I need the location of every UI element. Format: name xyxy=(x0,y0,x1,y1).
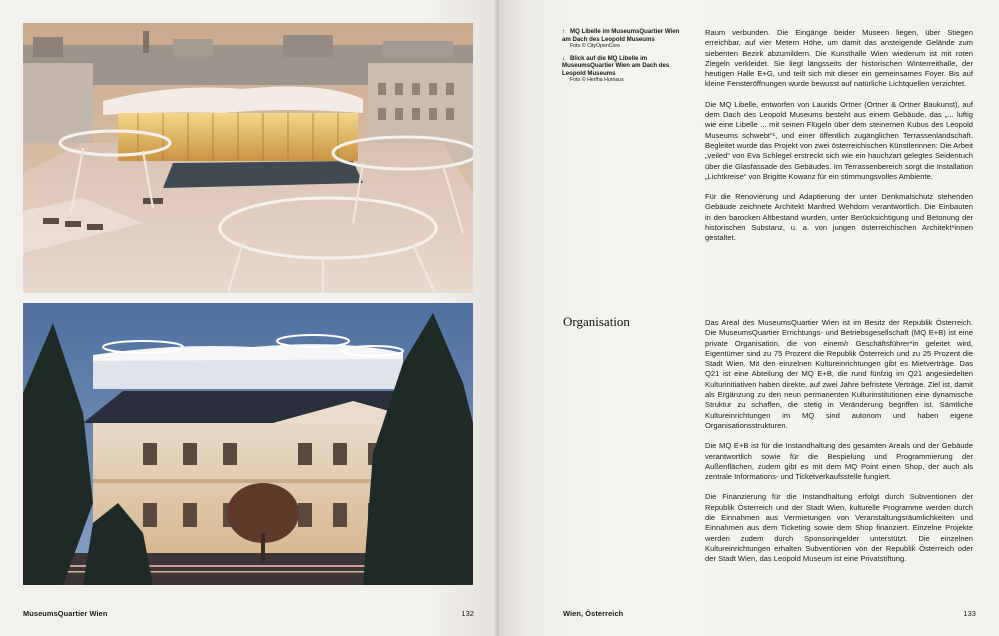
body-text-organisation xyxy=(705,318,973,575)
left-page xyxy=(0,0,499,636)
caption-credit: Foto © Hertha Hurnaus xyxy=(570,77,624,83)
photo-mq-libelle-night-view xyxy=(23,303,473,585)
body-paragraph: Raum verbunden. Die Eingänge beider Museen liegen, über Stiegen erreichbar, auf vier Metern Höhe, um damit das ansteigende Gelände zum siebenten Bezirk abzumildern. Die Kunsthalle Wien wiederum ist mit roten Ziegeln verkleidet. Sie liegt längsseits der historischen Winterreithalle, der heutigen Halle E+G, und teilt sich mit dieser ein gemeinsames Foyer. Bis auf kleine Fensteröffnungen wurde bewusst auf natürliche Lichtquellen verzichtet. xyxy=(705,28,973,89)
left-footer-title: MuseumsQuartier Wien xyxy=(23,609,108,618)
body-paragraph: Das Areal des MuseumsQuartier Wien ist im Besitz der Republik Österreich. Die MuseumsQuartier Errichtungs- und Betriebsgesellschaft (MQ E+B) ist eine private Organisation, die von einem/r Geschäftsführer*in geleitet wird, Eigentümer sind zu 75 Prozent die Republik Österreich und zu 25 Prozent die Stadt Wien. Mit den einzelnen Kultureinrichtungen gibt es Mietverträge. Das Q21 ist eine Abteilung der MQ E+B, die rund fünfzig im Q21 angesiedelten Kulturinitiativen haben direkte, auf zwei Jahre befristete Verträge. Ziel ist, damit als Ergänzung zu den neun permanenten Kulturinstitutionen eine dynamische Struktur zu schaffen, die stetig in Veränderung begriffen ist. Sämtliche Kultureinrichtungen im MQ sind autonom und haben eigene Organisationsstrukturen. xyxy=(705,318,973,430)
photo-captions xyxy=(562,28,680,89)
left-page-number: 132 xyxy=(461,609,474,618)
caption-top-photo xyxy=(562,28,680,51)
body-paragraph: Die Finanzierung für die Instandhaltung erfolgt durch Subventionen der Republik Österreich und der Stadt Wien, kulturelle Programme werden durch die Einnahmen aus Vermietungen von Veranstaltungsräumlichkeiten und Einnahmen aus dem Ticketing sowie dem Shop finanziert. Einzelne Projekte werden zudem durch Sponsoringelder unterstützt. Die einzelnen Kultureinrichtungen erhalten Subventionen von der Republik Österreich oder der Stadt Wien, das Leopold Museum ist eine Privatstiftung. xyxy=(705,492,973,564)
caption-text: Blick auf die MQ Libelle im MuseumsQuartier Wien am Dach des Leopold Museums xyxy=(562,54,670,77)
body-text-top xyxy=(705,28,973,254)
body-paragraph: Die MQ Libelle, entworfen von Laurids Ortner (Ortner & Ortner Baukunst), auf dem Dach des Leopold Museums besteht aus einem Gebäude, das „... luftig wie eine Libelle ... mit seinen Flügeln über dem steinernen Kubus des Leopold Museums schwebt“¹, und einer öffentlich zugänglichen Terrassenlandschaft. Begleitet wurde das Projekt von zwei österreichischen Künstlerinnen: Die Arbeit „veiled“ von Eva Schlegel erstreckt sich wie ein hauchzart gelegtes Seidentuch über die Glasfassade des Gebäudes. Im Terrassenbereich sorgt die Installation „Lichtkreise“ von Brigitte Kowanz für ein stimmungsvolles Ambiente. xyxy=(705,99,973,181)
rooftop-photo-illustration xyxy=(23,23,473,293)
night-photo-illustration xyxy=(23,303,473,585)
right-page-number: 133 xyxy=(963,609,976,618)
section-heading-organisation: Organisation xyxy=(563,314,630,329)
caption-credit: Foto © CityOpenCore xyxy=(570,43,620,49)
body-paragraph: Für die Renovierung und Adaptierung der unter Denkmalschutz stehenden Gebäude zeichnete Architekt Manfred Wehdorn verantwortlich. Die Einbauten in den barocken Altbestand wurden, unter Berücksichtigung und Betonung der historischen Substanz, u. a. von jungen österreichischen Architekt*innen gestaltet. xyxy=(705,192,973,243)
caption-bottom-photo xyxy=(562,55,680,85)
right-footer-title: Wien, Österreich xyxy=(563,609,624,618)
caption-text: MQ Libelle im MuseumsQuartier Wien am Dach des Leopold Museums xyxy=(562,28,680,43)
body-paragraph: Die MQ E+B ist für die Instandhaltung des gesamten Areals und der Gebäude verantwortlich sowie für die Bespielung und Programmierung der Außenflächen, zudem gibt es mit dem MQ Point einen Shop, der auch als zentrale Informations- und Ticketverkaufsstelle fungiert. xyxy=(705,441,973,482)
photo-mq-libelle-rooftop xyxy=(23,23,473,293)
arrow-up-icon: ↑ xyxy=(562,28,566,35)
arrow-down-icon: ↓ xyxy=(562,54,566,62)
